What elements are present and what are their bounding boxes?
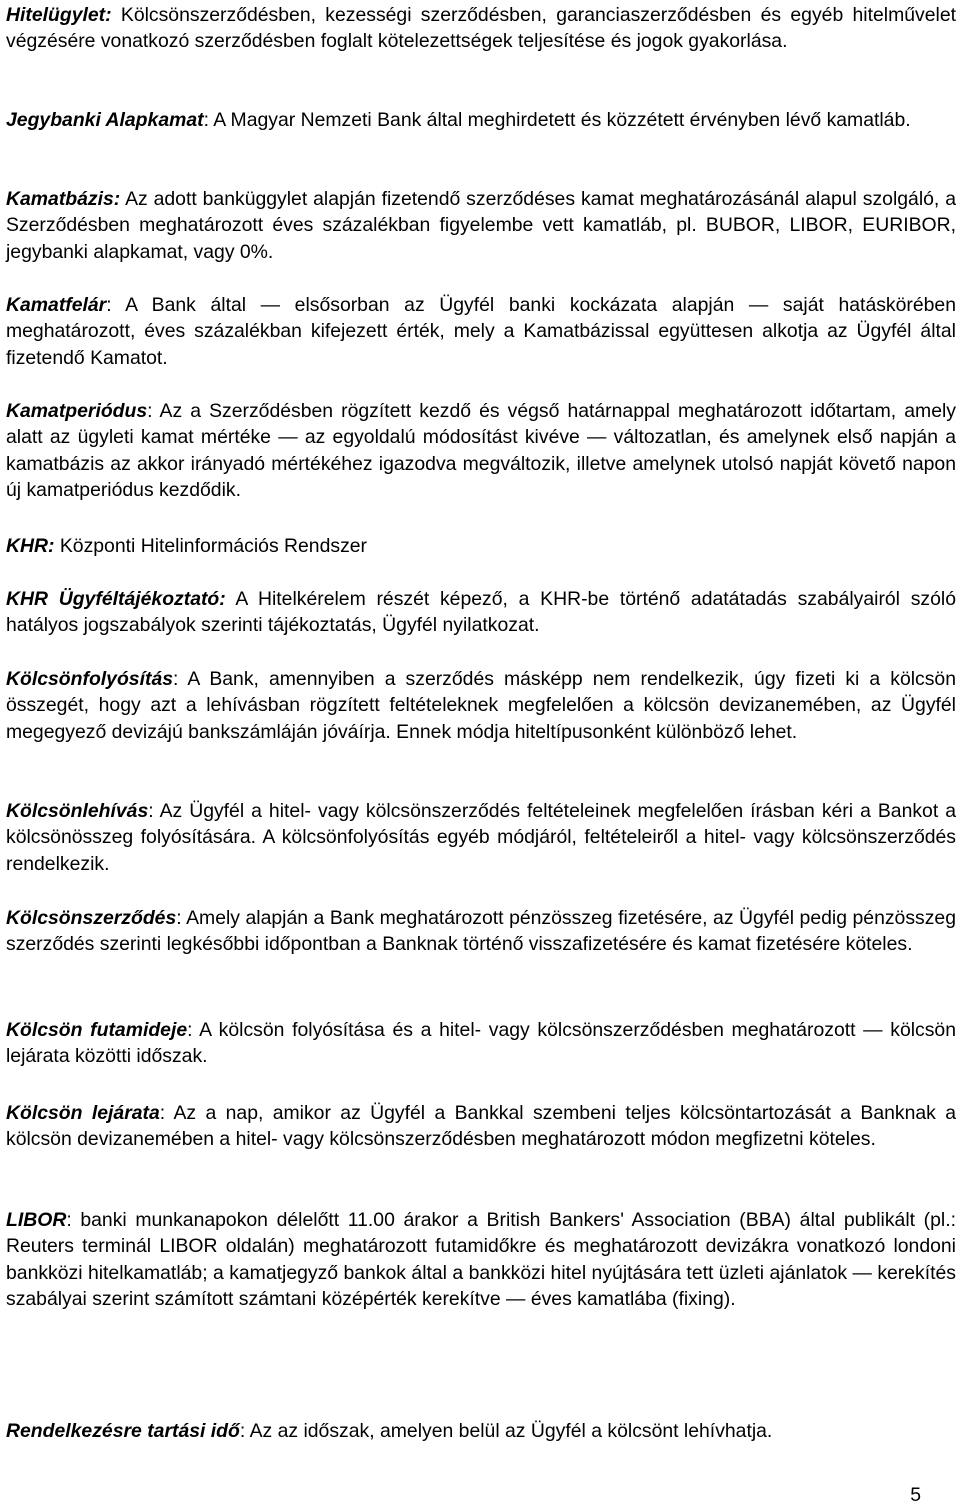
definition-kamatperiodus	[6, 398, 956, 504]
definition-term: Kölcsön futamideje	[6, 1019, 188, 1041]
definition-kamatfelar	[6, 292, 956, 371]
definition-term: Kamatfelár	[6, 294, 107, 316]
definition-text: : A kölcsön folyósítása és a hitel- vagy kölcsönszerződésben meghatározott — kölcsön lejárata közötti időszak.	[6, 1019, 956, 1068]
definition-text: : A Bank, amennyiben a szerződés másképp nem rendelkezik, úgy fizeti ki a kölcsön összegét, hogy azt a lehívásban rögzített feltételeknek megfelelően a kölcsön devizanemében, az Ügyfél megegyező devizájú bankszámláján jóváírja. Ennek módja hiteltípusonként különböző lehet.	[6, 668, 956, 743]
definition-term: Kamatperiódus	[6, 400, 148, 422]
definition-term: LIBOR	[6, 1209, 67, 1231]
definition-term: Kölcsönlehívás	[6, 800, 149, 822]
definition-text: : Az Ügyfél a hitel- vagy kölcsönszerződés feltételeinek megfelelően írásban kéri a Bankot a kölcsönösszeg folyósítására. A kölcsönfolyósítás egyéb módjáról, feltételeiről a hitel- vagy kölcsönszerződés rendelkezik.	[6, 800, 956, 875]
definition-term: Kölcsönszerződés	[6, 907, 177, 929]
definition-kolcson-futamideje	[6, 1017, 956, 1070]
definition-jegybanki-alapkamat	[6, 107, 956, 133]
definition-text: : Az a Szerződésben rögzített kezdő és végső határnappal meghatározott időtartam, amely alatt az ügyleti kamat mértéke — az egyoldalú módosítást kivéve — változatlan, és amelynek első napján a kamatbázis az akkor irányadó mértékéhez igazodva megváltozik, illetve amelynek utolsó napját követő napon új kamatperiódus kezdődik.	[6, 400, 956, 502]
definition-kolcsonszerzodes	[6, 905, 956, 958]
definition-khr-ugyfeltajekoztato	[6, 586, 956, 639]
definition-text: : Az a nap, amikor az Ügyfél a Bankkal szembeni teljes kölcsöntartozását a Banknak a kölcsön devizanemében a hitel- vagy kölcsönszerződésben meghatározott módon megfizetni köteles.	[6, 1102, 956, 1151]
definition-text: : Az az időszak, amelyen belül az Ügyfél a kölcsönt lehívhatja.	[239, 1420, 773, 1442]
definition-term: KHR:	[6, 535, 55, 557]
definition-text: : A Bank által — elsősorban az Ügyfél banki kockázata alapján — saját hatáskörében meghatározott, éves százalékban kifejezett érték, mely a Kamatbázissal együttesen alkotja az Ügyfél által fizetendő Kamatot.	[6, 294, 956, 369]
definition-term: Rendelkezésre tartási idő	[6, 1420, 240, 1442]
definition-text: : banki munkanapokon délelőtt 11.00 árakor a British Bankers' Association (BBA) által publikált (pl.: Reuters terminál LIBOR oldalán) meghatározott futamidőkre és meghatározott devizákra vonatkozó londoni bankközi hitelkamatláb; a kamatjegyző bankok által a bankközi hitel nyújtására tett üzleti ajánlatok — kerekítés szabályai szerint számított számtani középérték kerekítve — éves kamatlába (fixing).	[6, 1209, 956, 1311]
definition-hitelugylet	[6, 2, 956, 55]
definition-text: Központi Hitelinformációs Rendszer	[54, 535, 368, 557]
definition-term: Kölcsönfolyósítás	[6, 668, 174, 690]
definition-libor	[6, 1207, 956, 1313]
definition-term: Kamatbázis:	[6, 188, 121, 210]
definition-text: A Hitelkérelem részét képező, a KHR-be történő adatátadás szabályairól szóló hatályos jogszabályok szerinti tájékoztatás, Ügyfél nyilatkozat.	[6, 588, 956, 637]
definition-term: KHR Ügyféltájékoztató:	[6, 588, 226, 610]
definition-kolcson-lejarata	[6, 1100, 956, 1153]
definition-rendelkezesre-tartasi-ido	[6, 1418, 956, 1444]
definition-kolcsonfolyositas	[6, 666, 956, 745]
definition-term: Jegybanki Alapkamat	[6, 109, 204, 131]
definition-kamatbazis	[6, 186, 956, 265]
definition-kolcsonlehivas	[6, 798, 956, 877]
definition-text: Kölcsönszerződésben, kezességi szerződésben, garanciaszerződésben és egyéb hitelművelet végzésére vonatkozó szerződésben foglalt kötelezettségek teljesítése és jogok gyakorlása.	[6, 4, 956, 53]
definition-term: Hitelügylet:	[6, 4, 112, 26]
definition-term: Kölcsön lejárata	[6, 1102, 160, 1124]
definition-text: Az adott banküggylet alapján fizetendő szerződéses kamat meghatározásánál alapul szolgáló, a Szerződésben meghatározott éves százalékban figyelembe vett kamatláb, pl. BUBOR, LIBOR, EURIBOR, jegybanki alapkamat, vagy 0%.	[6, 188, 956, 263]
definition-text: : A Magyar Nemzeti Bank által meghirdetett és közzétett érvényben lévő kamatláb.	[203, 109, 911, 131]
definition-text: : Amely alapján a Bank meghatározott pénzösszeg fizetésére, az Ügyfél pedig pénzösszeg szerződés szerinti legkésőbbi időpontban a Banknak történő visszafizetésére és kamat fizetésére köteles.	[6, 907, 956, 956]
page-number: 5	[910, 1484, 921, 1506]
definition-khr	[6, 533, 956, 559]
